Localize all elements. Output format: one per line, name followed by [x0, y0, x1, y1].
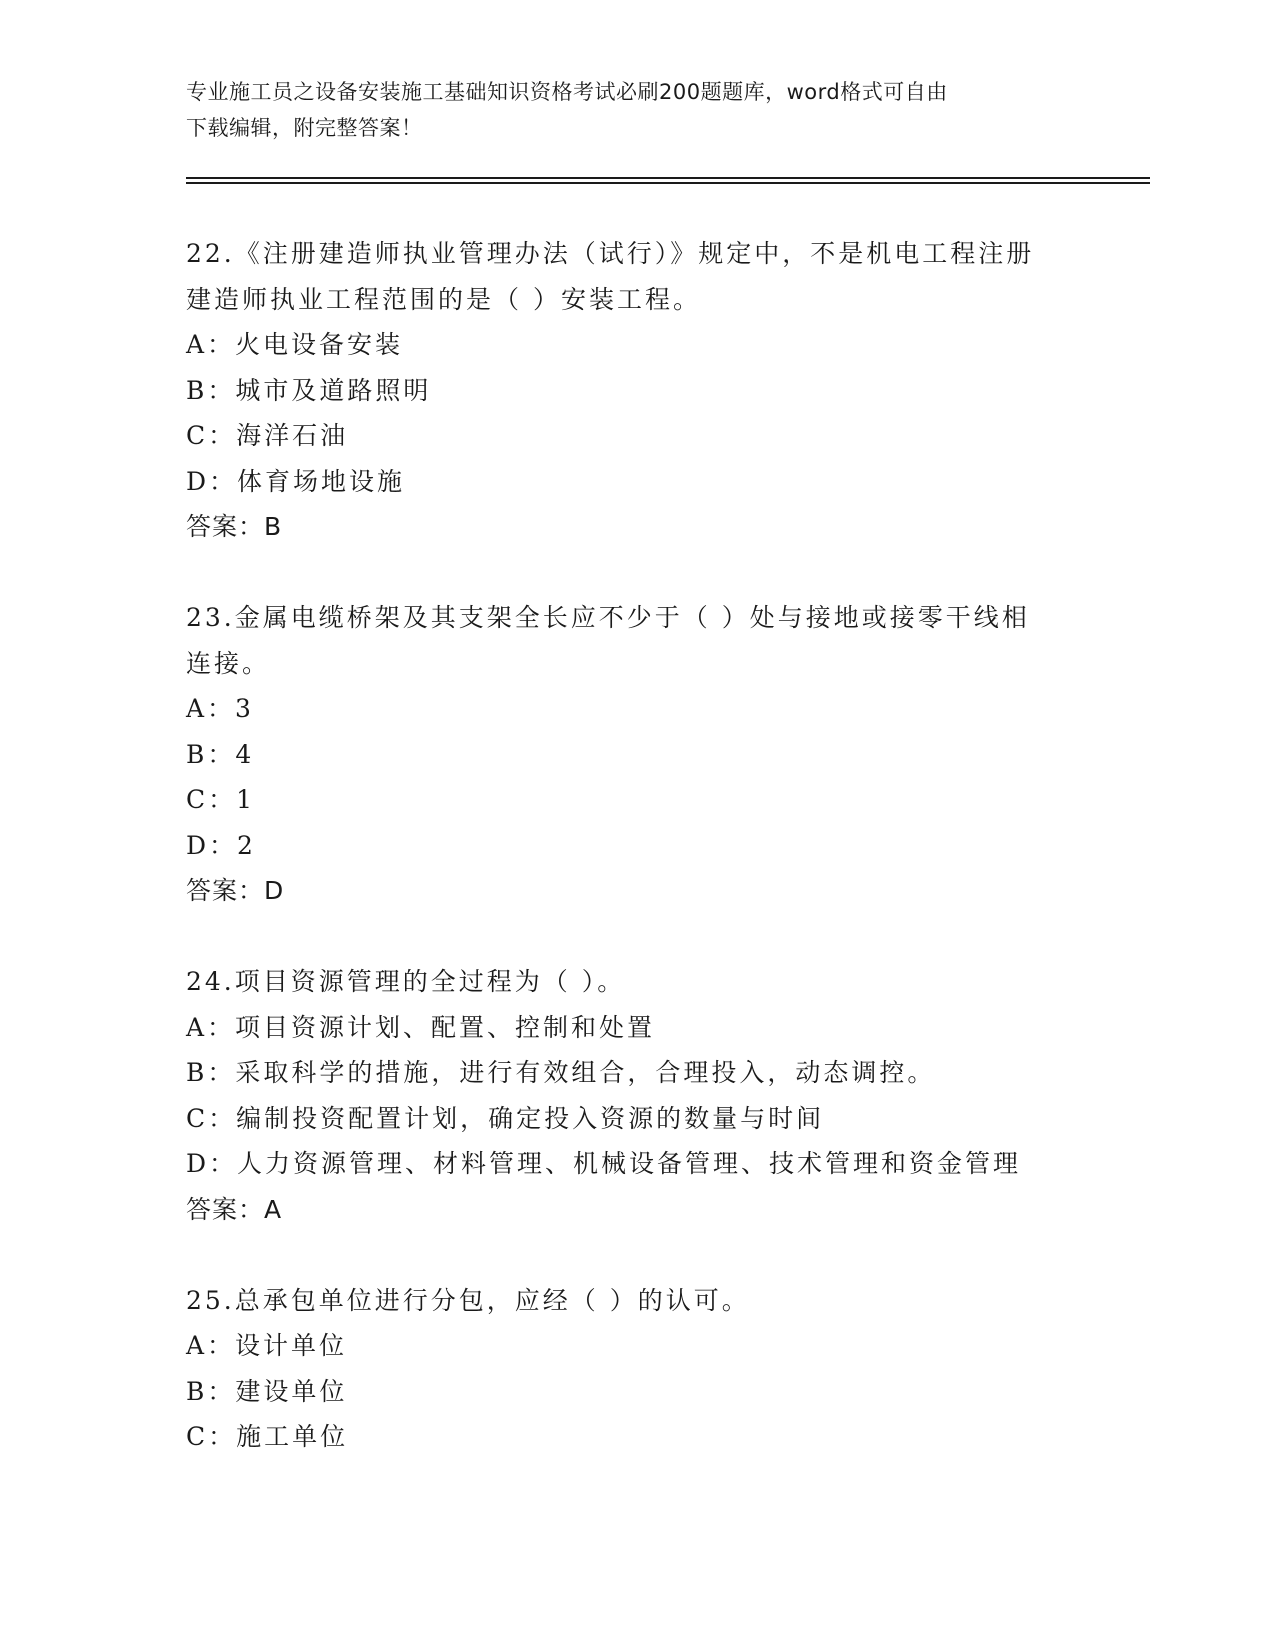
option-b: B：采取科学的措施，进行有效组合，合理投入，动态调控。: [186, 1058, 936, 1087]
question-stem-line: 23.金属电缆桥架及其支架全长应不少于（ ）处与接地或接零干线相: [186, 603, 1030, 632]
document-header: [186, 74, 1086, 146]
question-23: [186, 595, 1146, 914]
answer: 答案：B: [186, 512, 283, 541]
header-rule-bottom: [186, 182, 1150, 184]
header-line-1: 专业施工员之设备安装施工基础知识资格考试必刷200题题库，word格式可自由: [186, 80, 948, 104]
option-b: B：4: [186, 739, 255, 769]
header-line-2: 下载编辑，附完整答案！: [186, 116, 423, 140]
question-spacer: [186, 914, 1146, 960]
option-a: A：火电设备安装: [186, 330, 404, 359]
option-a: A：项目资源计划、配置、控制和处置: [186, 1012, 656, 1042]
question-stem-line: 连接。: [186, 648, 271, 678]
question-spacer: [186, 1232, 1146, 1278]
option-a: A：3: [186, 694, 254, 723]
question-stem-line: 建造师执业工程范围的是（ ）安装工程。: [186, 284, 701, 314]
option-a: A：设计单位: [186, 1331, 348, 1360]
answer: 答案：A: [186, 1194, 283, 1224]
option-c: C：施工单位: [186, 1422, 349, 1451]
option-b: B：建设单位: [186, 1376, 348, 1406]
question-spacer: [186, 550, 1146, 596]
question-25: [186, 1278, 1146, 1460]
option-d: D：体育场地设施: [186, 466, 406, 496]
question-stem-line: 25.总承包单位进行分包，应经（ ）的认可。: [186, 1285, 750, 1315]
question-stem-line: 24.项目资源管理的全过程为（ ）。: [186, 967, 626, 996]
question-stem-line: 22.《注册建造师执业管理办法（试行）》规定中，不是机电工程注册: [186, 239, 1035, 268]
answer: 答案：D: [186, 876, 285, 905]
option-d: D：2: [186, 830, 256, 860]
option-c: C：编制投资配置计划，确定投入资源的数量与时间: [186, 1103, 825, 1133]
header-rule-top: [186, 177, 1150, 179]
option-b: B：城市及道路照明: [186, 375, 432, 405]
question-list: [186, 231, 1146, 1460]
option-c: C：海洋石油: [186, 421, 349, 450]
question-24: [186, 959, 1146, 1232]
question-22: [186, 231, 1146, 550]
option-d: D：人力资源管理、材料管理、机械设备管理、技术管理和资金管理: [186, 1149, 1022, 1178]
option-c: C：1: [186, 785, 256, 814]
